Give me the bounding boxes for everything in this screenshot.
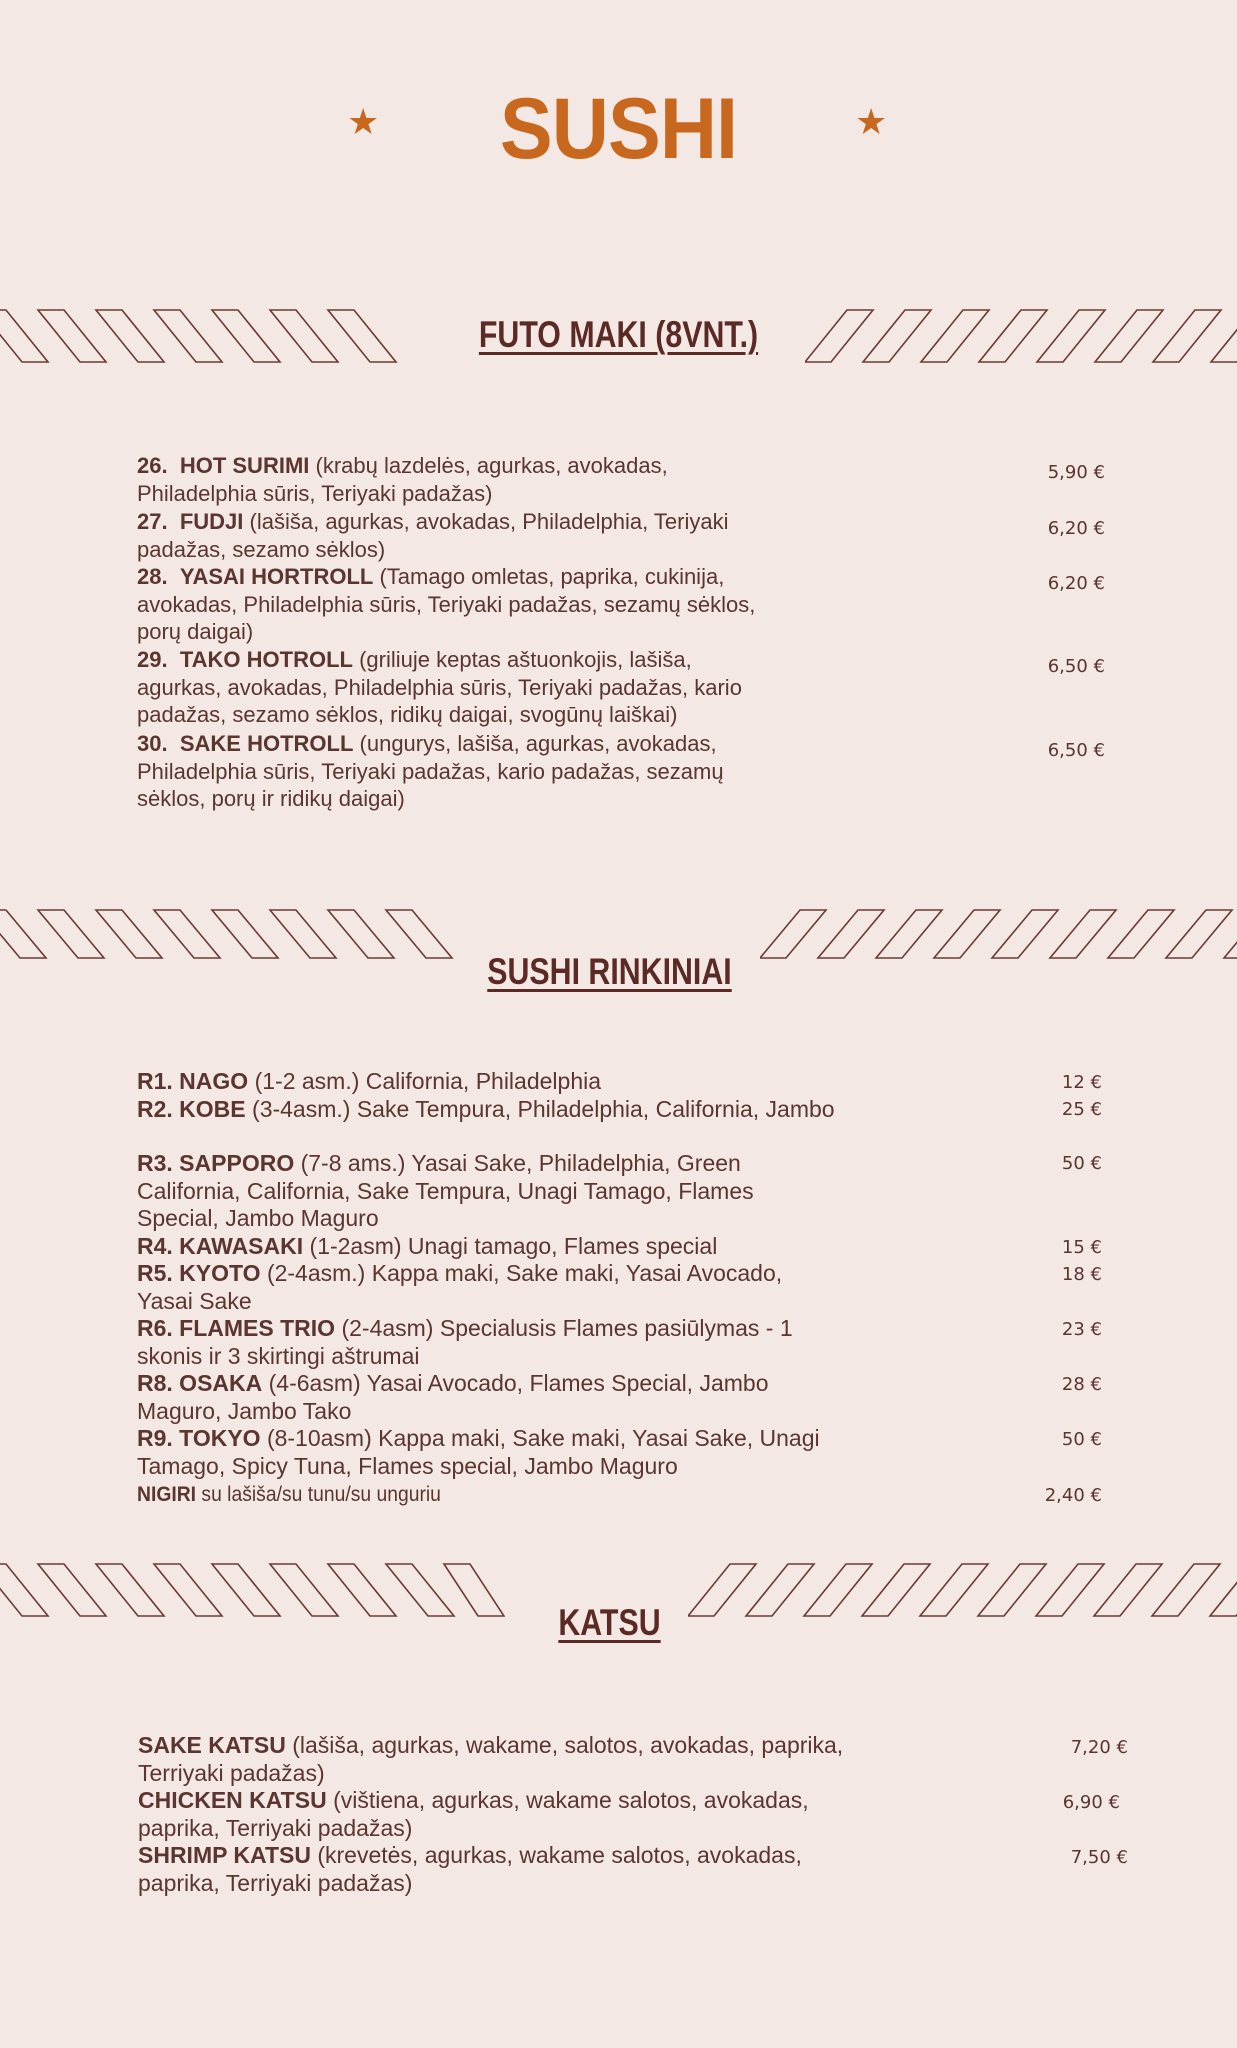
- item-number: 29.: [137, 647, 168, 672]
- item-price: 18 €: [1061, 1264, 1102, 1285]
- item-name: FUDJI: [179, 509, 244, 534]
- item-details: su lašiša/su tunu/su unguriu: [201, 1483, 441, 1506]
- menu-item: [137, 563, 777, 646]
- item-number: 27.: [137, 509, 168, 534]
- menu-item: [137, 1481, 818, 1509]
- item-name: R4. KAWASAKI: [137, 1233, 304, 1259]
- item-number: 26.: [137, 453, 168, 478]
- item-price: 28 €: [1061, 1374, 1102, 1395]
- item-name: SHRIMP KATSU: [138, 1842, 311, 1868]
- section-heading-katsu: KATSU: [558, 1602, 661, 1643]
- item-price: 6,90 €: [1062, 1792, 1120, 1813]
- item-details: (lašiša, agurkas, avokadas, Philadelphia, Teriyaki padažas, sezamo sėklos): [137, 509, 729, 562]
- menu-item: [137, 1096, 837, 1124]
- item-price: 6,20 €: [1047, 573, 1105, 594]
- item-details: (Tamago omletas, paprika, cukinija, avokadas, Philadelphia sūris, Teriyaki padažas, sezamų sėklos, porų daigai): [137, 564, 756, 644]
- section-heading-futo: FUTO MAKI (8VNT.): [478, 314, 759, 355]
- menu-item: [137, 730, 757, 813]
- item-details: (3-4asm.) Sake Tempura, Philadelphia, California, Jambo: [252, 1096, 835, 1122]
- item-number: 30.: [137, 731, 168, 756]
- item-details: (2-4asm.) Kappa maki, Sake maki, Yasai Avocado, Yasai Sake: [137, 1260, 783, 1314]
- item-price: 6,50 €: [1047, 740, 1105, 761]
- item-details: (griliuje keptas aštuonkojis, lašiša, agurkas, avokadas, Philadelphia sūris, Teriyaki padažas, kario padažas, sezamo sėklos, ridikų daigai, svogūnų laiškai): [137, 647, 742, 727]
- item-details: (ungurys, lašiša, agurkas, avokadas, Philadelphia sūris, Teriyaki padažas, kario padažas, sezamų sėklos, porų ir ridikų daigai): [137, 731, 724, 811]
- menu-item: [137, 1425, 877, 1480]
- item-name: R1. NAGO: [137, 1068, 249, 1094]
- item-details: (krevetės, agurkas, wakame salotos, avokadas, paprika, Terriyaki padažas): [138, 1842, 802, 1896]
- item-details: (krabų lazdelės, agurkas, avokadas, Philadelphia sūris, Teriyaki padažas): [137, 453, 668, 506]
- menu-item: [137, 1233, 877, 1261]
- item-details: (1-2asm) Unagi tamago, Flames special: [309, 1233, 718, 1259]
- item-name: CHICKEN KATSU: [138, 1787, 327, 1813]
- item-price: 6,50 €: [1047, 656, 1105, 677]
- item-price: 12 €: [1061, 1072, 1102, 1093]
- item-details: (1-2 asm.) California, Philadelphia: [254, 1068, 602, 1094]
- item-number: 28.: [137, 564, 168, 589]
- star-icon: ★: [347, 102, 380, 143]
- menu-item: [137, 452, 777, 507]
- menu-item: [137, 508, 747, 563]
- item-details: (7-8 ams.) Yasai Sake, Philadelphia, Green California, California, Sake Tempura, Unagi Tamago, Flames Special, Jambo Maguro: [137, 1150, 754, 1231]
- item-name: R9. TOKYO: [137, 1425, 261, 1451]
- menu-item: [137, 1068, 877, 1096]
- menu-item: [137, 1370, 837, 1425]
- menu-item: [138, 1787, 878, 1842]
- item-details: (4-6asm) Yasai Avocado, Flames Special, Jambo Maguro, Jambo Tako: [137, 1370, 769, 1424]
- item-name: NIGIRI: [137, 1483, 197, 1506]
- item-price: 2,40 €: [1044, 1485, 1102, 1506]
- item-price: 6,20 €: [1047, 518, 1105, 539]
- item-name: YASAI HORTROLL: [179, 564, 374, 589]
- item-details: (8-10asm) Kappa maki, Sake maki, Yasai Sake, Unagi Tamago, Spicy Tuna, Flames special, Jambo Maguro: [137, 1425, 820, 1479]
- item-name: R5. KYOTO: [137, 1260, 261, 1286]
- item-name: HOT SURIMI: [179, 453, 310, 478]
- item-price: 5,90 €: [1047, 462, 1105, 483]
- menu-item: [137, 1260, 837, 1315]
- item-name: SAKE HOTROLL: [179, 731, 354, 756]
- item-details: (lašiša, agurkas, wakame, salotos, avokadas, paprika, Terriyaki padažas): [138, 1732, 844, 1786]
- title-row: [0, 80, 1237, 180]
- item-price: 7,20 €: [1070, 1737, 1128, 1758]
- item-price: 23 €: [1061, 1319, 1102, 1340]
- menu-item: [137, 646, 777, 729]
- item-price: 15 €: [1061, 1237, 1102, 1258]
- item-details: (vištiena, agurkas, wakame salotos, avokadas, paprika, Terriyaki padažas): [138, 1787, 809, 1841]
- item-name: SAKE KATSU: [138, 1732, 286, 1758]
- section-heading-rinkiniai: SUSHI RINKINIAI: [487, 951, 732, 992]
- item-name: TAKO HOTROLL: [179, 647, 353, 672]
- item-name: R8. OSAKA: [137, 1370, 263, 1396]
- item-name: R2. KOBE: [137, 1096, 246, 1122]
- menu-item: [137, 1150, 837, 1233]
- menu-item: [138, 1732, 878, 1787]
- item-name: R6. FLAMES TRIO: [137, 1315, 336, 1341]
- item-price: 50 €: [1061, 1429, 1102, 1450]
- item-name: R3. SAPPORO: [137, 1150, 295, 1176]
- star-icon: ★: [855, 102, 888, 143]
- page-title: SUSHI: [499, 81, 738, 177]
- item-price: 25 €: [1061, 1099, 1102, 1120]
- menu-item: [138, 1842, 878, 1897]
- menu-item: [137, 1315, 857, 1370]
- item-price: 50 €: [1061, 1153, 1102, 1174]
- item-details: (2-4asm) Specialusis Flames pasiūlymas - 1 skonis ir 3 skirtingi aštrumai: [137, 1315, 793, 1369]
- item-price: 7,50 €: [1070, 1847, 1128, 1868]
